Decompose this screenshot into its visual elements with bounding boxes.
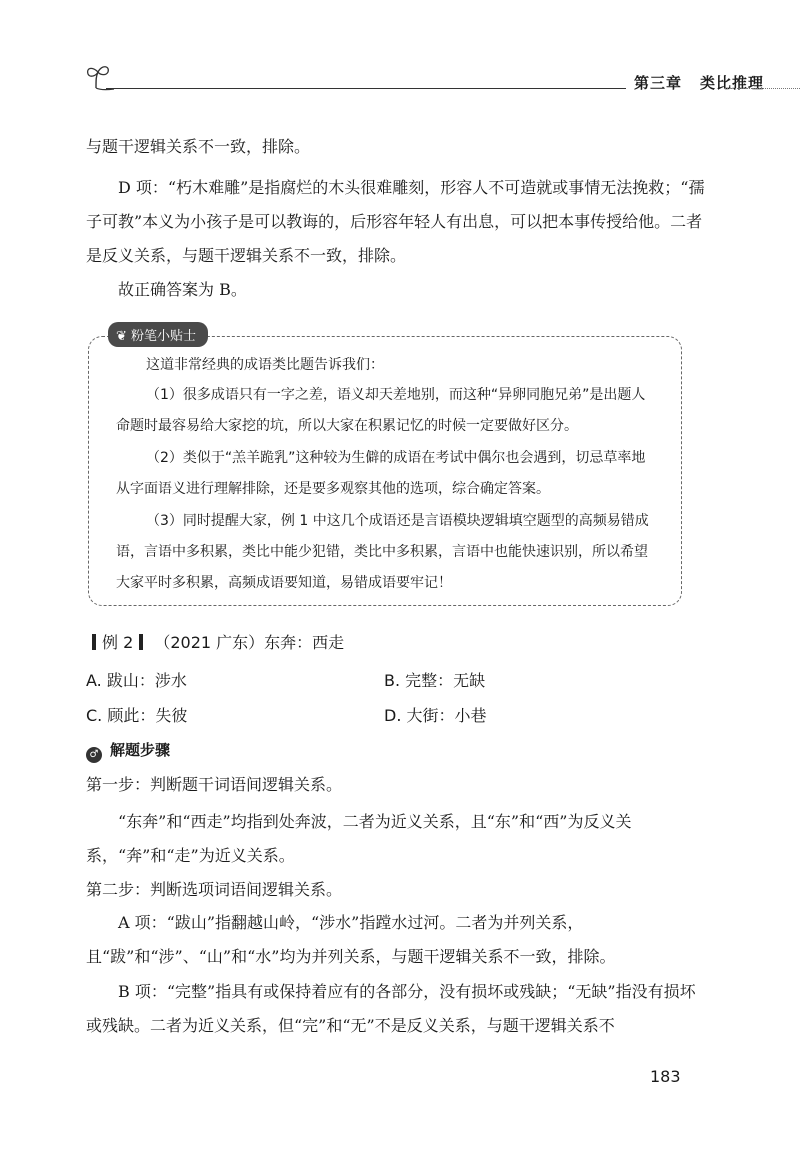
chapter-number: 第三章 — [634, 74, 683, 92]
option-a-analysis: A 项：“跋山”指翻越山岭，“涉水”指蹚水过河。二者为并列关系，且“跋”和“涉”、“山”和“水”均为并列关系，与题干逻辑关系不一致，排除。 — [86, 913, 616, 966]
page-header — [84, 62, 800, 102]
tip-point-3: （3）同时提醒大家，例 1 中这几个成语还是言语模块逻辑填空题型的高频易错成语，言语中多积累，类比中能少犯错，类比中多积累，言语中也能快速识别，所以希望大家平时多积累，高频成语要知道，易错成语要牢记！ — [116, 513, 649, 591]
header-rule — [106, 88, 626, 89]
example-heading — [86, 630, 344, 653]
solution-heading — [86, 739, 170, 763]
option-b: B. 完整：无缺 — [384, 671, 486, 690]
steps-icon: ♂ — [86, 747, 102, 763]
step-1-detail: “东奔”和“西走”均指到处奔波，二者为近义关系，且“东”和“西”为反义关系，“奔”和“走”为近义关系。 — [86, 812, 632, 865]
tip-label — [108, 322, 208, 347]
tip-label-text: 粉笔小贴士 — [131, 329, 197, 344]
leaf-icon: ❦ — [116, 329, 127, 344]
option-d: D. 大街：小巷 — [384, 706, 487, 725]
tip-intro: 这道非常经典的成语类比题告诉我们： — [146, 357, 384, 373]
chapter-name: 类比推理 — [700, 74, 765, 92]
option-a: A. 跋山：涉水 — [86, 671, 187, 690]
paragraph-continuation: 与题干逻辑关系不一致，排除。 — [86, 137, 311, 156]
example-label: 例 2 — [102, 633, 134, 652]
chapter-title — [634, 72, 782, 93]
option-b-analysis: B 项：“完整”指具有或保持着应有的各部分，没有损坏或残缺；“无缺”指没有损坏或残缺。二者为近义关系，但“完”和“无”不是反义关系，与题干逻辑关系不 — [86, 982, 696, 1035]
paragraph-answer: 故正确答案为 B。 — [118, 280, 247, 299]
example-source: （2021 广东）东奔：西走 — [154, 633, 345, 652]
example-bar-left — [92, 634, 96, 650]
page-number: 183 — [650, 1067, 681, 1086]
tip-point-1: （1）很多成语只有一字之差，语义却天差地别，而这种“异卵同胞兄弟”是出题人命题时最容易给大家挖的坑，所以大家在积累记忆的时候一定要做好区分。 — [116, 387, 646, 434]
step-1: 第一步：判断题干词语间逻辑关系。 — [86, 775, 343, 794]
solution-title: 解题步骤 — [110, 741, 171, 759]
option-c: C. 顾此：失彼 — [86, 706, 188, 725]
example-bar-right — [139, 634, 143, 650]
step-2: 第二步：判断选项词语间逻辑关系。 — [86, 880, 343, 899]
header-dotted-rule — [724, 88, 800, 89]
tip-point-2: （2）类似于“羔羊跪乳”这种较为生僻的成语在考试中偶尔也会遇到，切忌草率地从字面语义进行理解排除，还是要多观察其他的选项，综合确定答案。 — [116, 450, 646, 497]
paragraph-d-item: D 项：“朽木难雕”是指腐烂的木头很难雕刻，形容人不可造就或事情无法挽救；“孺子可教”本义为小孩子是可以教诲的，后形容年轻人有出息，可以把本事传授给他。二者是反义关系，与题干逻辑关系不一致，排除。 — [86, 178, 705, 265]
